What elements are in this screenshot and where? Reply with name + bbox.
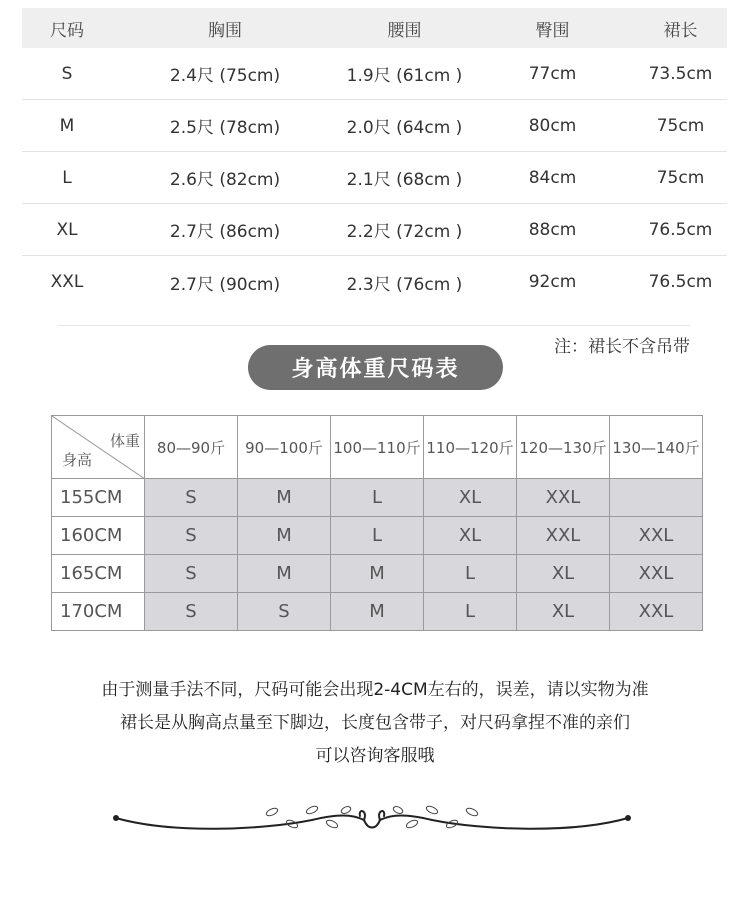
size-table-header [22, 8, 727, 48]
length-cell: 73.5cm [648, 63, 713, 84]
header-size: 尺码 [50, 20, 84, 41]
size-cell: XXL [610, 593, 703, 631]
height-label: 155CM [52, 479, 145, 517]
size-cell: M [238, 517, 331, 555]
size-cell: L [331, 517, 424, 555]
size-cell: S [238, 593, 331, 631]
table-row [22, 152, 727, 204]
height-axis-label: 身高 [62, 451, 93, 469]
waist-cell: 2.2尺 (72cm ) [346, 222, 463, 242]
size-cell: M [331, 593, 424, 631]
weight-axis-label: 体重 [109, 432, 140, 450]
size-cell: L [424, 593, 517, 631]
bust-cell: 2.4尺 (75cm) [169, 66, 281, 86]
flourish-divider-icon [112, 800, 632, 840]
size-cell: L [424, 555, 517, 593]
height-label: 165CM [52, 555, 145, 593]
weight-header: 80—90斤 [145, 416, 238, 479]
bust-cell: 2.7尺 (86cm) [169, 222, 281, 242]
table-row [52, 479, 703, 517]
size-cell: M [331, 555, 424, 593]
header-waist: 腰围 [387, 20, 422, 41]
size-cell: S [145, 593, 238, 631]
length-cell: 76.5cm [648, 272, 713, 292]
weight-header: 90—100斤 [238, 416, 331, 479]
waist-cell: 2.1尺 (68cm ) [346, 170, 463, 190]
section-title: 身高体重尺码表 [248, 345, 503, 390]
waist-cell: 1.9尺 (61cm ) [346, 66, 463, 86]
weight-header: 100—110斤 [331, 416, 424, 479]
waist-cell: 2.0尺 (64cm ) [346, 118, 463, 138]
waist-cell: 2.3尺 (76cm ) [346, 274, 463, 295]
footer-line: 可以咨询客服哦 [315, 746, 435, 766]
size-cell: XXL [517, 517, 610, 555]
size-cell: M [59, 115, 75, 136]
table-row [22, 100, 727, 152]
size-cell: L [331, 479, 424, 517]
hip-cell: 84cm [528, 167, 577, 188]
size-cell: L [62, 167, 72, 188]
header-length: 裙长 [663, 20, 698, 41]
size-cell: XXL [610, 517, 703, 555]
table-row [22, 204, 727, 256]
table-row [22, 48, 727, 100]
hip-cell: 88cm [528, 219, 577, 240]
table-row [52, 517, 703, 555]
size-cell: XXL [517, 479, 610, 517]
size-cell: XL [517, 593, 610, 631]
footer-notes [0, 678, 750, 777]
hip-cell: 92cm [528, 272, 577, 292]
weight-header: 130—140斤 [610, 416, 703, 479]
weight-header: 110—120斤 [424, 416, 517, 479]
length-cell: 75cm [656, 115, 705, 136]
hip-cell: 77cm [528, 63, 577, 84]
size-cell: XL [56, 219, 78, 240]
length-note: 注：裙长不含吊带 [554, 337, 690, 357]
size-cell: M [238, 479, 331, 517]
table-row [52, 555, 703, 593]
table-row [52, 593, 703, 631]
corner-cell [52, 416, 145, 479]
footer-line: 由于测量手法不同，尺码可能会出现2-4CM左右的，误差，请以实物为准 [101, 680, 649, 700]
length-cell: 76.5cm [648, 219, 713, 240]
section-divider [58, 325, 690, 326]
size-cell: S [145, 517, 238, 555]
size-cell: XL [424, 479, 517, 517]
size-cell: S [145, 555, 238, 593]
size-cell: XL [424, 517, 517, 555]
size-cell: M [238, 555, 331, 593]
header-bust: 胸围 [208, 20, 242, 41]
size-cell: XL [517, 555, 610, 593]
footer-line: 裙长是从胸高点量至下脚边，长度包含带子，对尺码拿捏不准的亲们 [120, 713, 630, 733]
weight-header: 120—130斤 [517, 416, 610, 479]
height-weight-table [51, 415, 703, 631]
size-cell: S [145, 479, 238, 517]
bust-cell: 2.6尺 (82cm) [169, 170, 281, 190]
height-label: 160CM [52, 517, 145, 555]
size-cell: XXL [50, 272, 84, 292]
table-row [22, 256, 727, 308]
size-table [22, 8, 727, 308]
bust-cell: 2.7尺 (90cm) [169, 274, 281, 295]
bust-cell: 2.5尺 (78cm) [169, 118, 281, 138]
size-cell: XXL [610, 555, 703, 593]
header-hip: 臀围 [535, 20, 570, 41]
size-cell [610, 479, 703, 517]
weight-header-row [52, 416, 703, 479]
height-label: 170CM [52, 593, 145, 631]
length-cell: 75cm [656, 167, 705, 188]
size-cell: S [61, 63, 73, 84]
hip-cell: 80cm [528, 115, 577, 136]
